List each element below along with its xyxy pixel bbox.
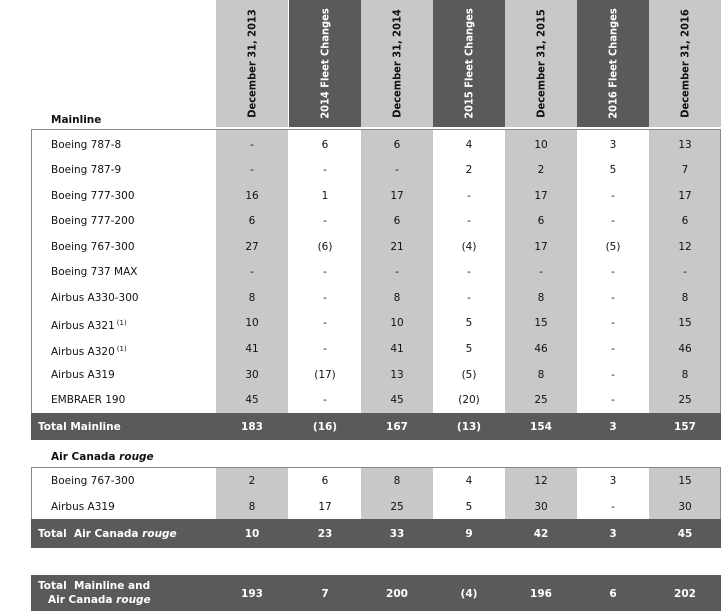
footnote-marker: (1): [116, 345, 127, 353]
table-cell: 6: [393, 139, 401, 151]
rouge-title-prefix: Air Canada: [51, 451, 120, 463]
grand-total-label-line2: [48, 593, 151, 607]
table-cell: -: [395, 164, 399, 176]
table-cell: 5: [465, 501, 473, 513]
row-aircraft-label: [51, 368, 115, 382]
table-cell: -: [323, 215, 327, 227]
total-cell: (4): [460, 588, 478, 600]
total-cell: (16): [312, 421, 338, 433]
table-cell: 46: [678, 343, 692, 355]
table-cell: 1: [321, 190, 329, 202]
aircraft-name: Boeing 777-200: [51, 215, 135, 227]
aircraft-name: Airbus A320: [51, 346, 115, 358]
row-aircraft-label: Boeing 767-300: [51, 475, 135, 487]
table-cell: 21: [390, 241, 404, 253]
table-cell: 6: [537, 215, 545, 227]
total-cell: 154: [530, 421, 552, 433]
table-cell: -: [250, 266, 254, 278]
table-cell: 45: [390, 394, 404, 406]
table-cell: 27: [245, 241, 259, 253]
row-aircraft-label: [51, 291, 139, 305]
grand-total-prefix: Air Canada: [48, 594, 117, 606]
table-cell: 46: [534, 343, 548, 355]
table-cell: 25: [390, 501, 404, 513]
column-header-label: December 31, 2015: [534, 9, 548, 118]
table-cell: 8: [537, 292, 545, 304]
table-cell: 2: [465, 164, 473, 176]
table-cell: 4: [465, 475, 473, 487]
row-aircraft-label: [51, 189, 135, 203]
section-title-rouge: [51, 451, 154, 463]
table-cell: 8: [393, 292, 401, 304]
table-cell: -: [611, 501, 615, 513]
table-cell: -: [323, 317, 327, 329]
table-cell: 17: [318, 501, 332, 513]
table-cell: 25: [678, 394, 692, 406]
table-cell: -: [611, 190, 615, 202]
total-cell: 200: [386, 588, 408, 600]
aircraft-name: Boeing 787-9: [51, 164, 122, 176]
table-cell: 5: [465, 343, 473, 355]
table-cell: 15: [678, 475, 692, 487]
grand-total-italic: rouge: [116, 594, 151, 606]
table-cell: 41: [245, 343, 259, 355]
aircraft-name: EMBRAER 190: [51, 394, 126, 406]
total-cell: 23: [317, 528, 333, 540]
table-cell: 10: [390, 317, 404, 329]
table-cell: 8: [681, 369, 689, 381]
table-cell: 8: [393, 475, 401, 487]
column-header-label: December 31, 2013: [245, 9, 259, 118]
total-cell: 202: [674, 588, 696, 600]
table-cell: 3: [609, 139, 617, 151]
table-cell: 2: [248, 475, 256, 487]
table-cell: 15: [678, 317, 692, 329]
table-cell: 12: [678, 241, 692, 253]
table-cell: 16: [245, 190, 259, 202]
table-cell: -: [467, 292, 471, 304]
table-cell: 8: [248, 501, 256, 513]
column-header: [289, 0, 361, 127]
table-cell: -: [250, 164, 254, 176]
table-cell: -: [611, 343, 615, 355]
table-cell: 6: [681, 215, 689, 227]
section-title-mainline: Mainline: [51, 114, 102, 126]
column-header: [577, 0, 649, 127]
footnote-marker: (1): [116, 319, 127, 327]
row-aircraft-label: [51, 138, 121, 152]
total-mainline-label: Total Mainline: [38, 421, 121, 433]
row-aircraft-label: [51, 163, 121, 177]
column-header-label: 2014 Fleet Changes: [318, 8, 332, 119]
column-header: [505, 0, 577, 127]
table-cell: -: [323, 394, 327, 406]
table-cell: 13: [678, 139, 692, 151]
total-cell: 3: [609, 421, 617, 433]
aircraft-name: Boeing 737 MAX: [51, 266, 138, 278]
total-cell: 196: [530, 588, 552, 600]
table-cell: -: [683, 266, 687, 278]
column-header: [649, 0, 721, 127]
table-cell: 30: [678, 501, 692, 513]
row-aircraft-label: [51, 393, 125, 407]
table-cell: (6): [317, 241, 333, 253]
table-cell: 5: [609, 164, 617, 176]
table-cell: -: [467, 190, 471, 202]
table-cell: 17: [534, 190, 548, 202]
column-header-label: 2016 Fleet Changes: [606, 8, 620, 119]
table-cell: (17): [314, 369, 336, 381]
table-cell: -: [250, 139, 254, 151]
total-rouge-italic: rouge: [142, 528, 177, 540]
table-cell: 12: [534, 475, 548, 487]
table-cell: 3: [609, 475, 617, 487]
table-cell: 15: [534, 317, 548, 329]
rouge-title-italic: rouge: [119, 451, 154, 463]
total-cell: (13): [456, 421, 482, 433]
aircraft-name: Airbus A330-300: [51, 292, 139, 304]
row-aircraft-label: [51, 214, 135, 228]
row-aircraft-label: [51, 316, 127, 333]
table-cell: -: [323, 292, 327, 304]
table-cell: 30: [245, 369, 259, 381]
table-cell: 6: [248, 215, 256, 227]
table-cell: 30: [534, 501, 548, 513]
aircraft-name: Airbus A321: [51, 320, 115, 332]
table-cell: 17: [534, 241, 548, 253]
table-cell: 41: [390, 343, 404, 355]
table-cell: (5): [461, 369, 477, 381]
total-cell: 157: [674, 421, 696, 433]
grand-total-label-line1: Total Mainline and: [38, 580, 151, 592]
table-cell: 17: [390, 190, 404, 202]
table-cell: 17: [678, 190, 692, 202]
table-cell: 13: [390, 369, 404, 381]
total-cell: 10: [244, 528, 260, 540]
column-header-label: December 31, 2014: [390, 9, 404, 118]
table-cell: 7: [681, 164, 689, 176]
table-cell: (20): [458, 394, 480, 406]
table-cell: 10: [245, 317, 259, 329]
table-cell: -: [611, 394, 615, 406]
total-cell: 6: [609, 588, 617, 600]
table-cell: 45: [245, 394, 259, 406]
total-cell: 183: [241, 421, 263, 433]
table-cell: -: [611, 266, 615, 278]
table-cell: -: [611, 369, 615, 381]
table-cell: -: [539, 266, 543, 278]
total-cell: 9: [465, 528, 473, 540]
row-aircraft-label: [51, 342, 127, 359]
table-cell: -: [323, 266, 327, 278]
aircraft-name: Boeing 777-300: [51, 190, 135, 202]
total-cell: 7: [321, 588, 329, 600]
table-cell: -: [467, 215, 471, 227]
total-rouge-prefix: Total Air Canada: [38, 528, 143, 540]
column-header: [216, 0, 288, 127]
column-header-label: 2015 Fleet Changes: [462, 8, 476, 119]
table-cell: (5): [605, 241, 621, 253]
total-cell: 33: [389, 528, 405, 540]
table-cell: -: [611, 292, 615, 304]
row-aircraft-label: [51, 265, 137, 279]
table-cell: -: [323, 343, 327, 355]
table-cell: 6: [321, 139, 329, 151]
aircraft-name: Airbus A319: [51, 369, 115, 381]
table-cell: 4: [465, 139, 473, 151]
table-cell: 25: [534, 394, 548, 406]
table-cell: -: [395, 266, 399, 278]
table-cell: 10: [534, 139, 548, 151]
column-header: [361, 0, 433, 127]
table-cell: (4): [461, 241, 477, 253]
total-cell: 3: [609, 528, 617, 540]
row-aircraft-label: Airbus A319: [51, 501, 115, 513]
total-cell: 167: [386, 421, 408, 433]
table-cell: -: [611, 215, 615, 227]
table-cell: 2: [537, 164, 545, 176]
table-cell: 6: [393, 215, 401, 227]
table-cell: 8: [537, 369, 545, 381]
column-header-label: December 31, 2016: [678, 9, 692, 118]
total-rouge-label: [38, 527, 177, 541]
aircraft-name: Boeing 787-8: [51, 139, 122, 151]
total-cell: 42: [533, 528, 549, 540]
column-header: [433, 0, 505, 127]
table-cell: -: [323, 164, 327, 176]
aircraft-name: Boeing 767-300: [51, 241, 135, 253]
row-aircraft-label: [51, 240, 135, 254]
table-cell: -: [467, 266, 471, 278]
table-cell: 8: [248, 292, 256, 304]
table-cell: 8: [681, 292, 689, 304]
table-cell: 5: [465, 317, 473, 329]
total-cell: 193: [241, 588, 263, 600]
total-cell: 45: [677, 528, 693, 540]
table-cell: -: [611, 317, 615, 329]
table-cell: 6: [321, 475, 329, 487]
